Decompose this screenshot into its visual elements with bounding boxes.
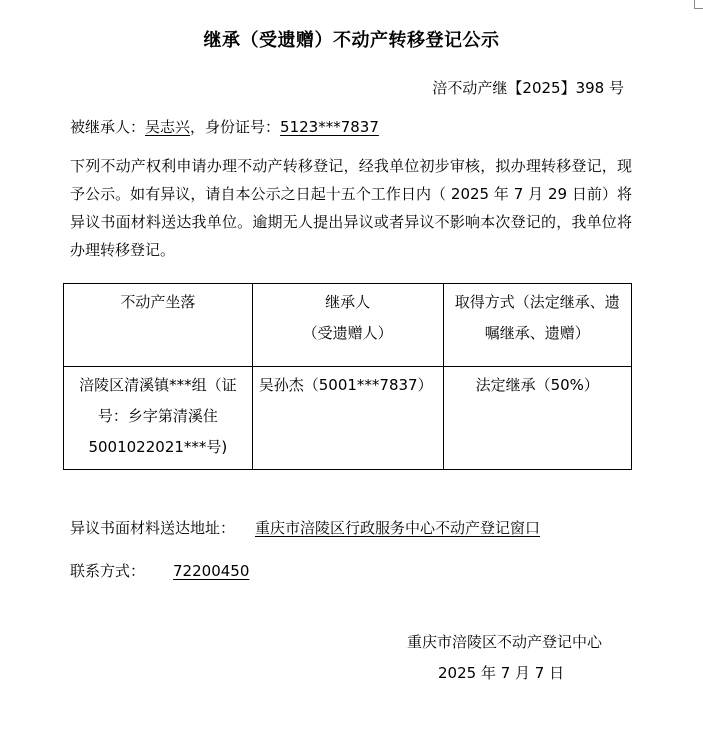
objection-address-value: 重庆市涪陵区行政服务中心不动产登记窗口 — [255, 519, 541, 537]
header-location: 不动产坐落 — [64, 284, 253, 367]
header-heir-cell — [252, 284, 443, 367]
page-corner-mark — [694, 0, 703, 9]
objection-address-line — [70, 517, 540, 538]
notice-title: 继承（受遗赠）不动产转移登记公示 — [203, 30, 500, 51]
header-heir-sub: （受遗赠人） — [302, 324, 393, 342]
signature-date: 2025 年 7 月 7 日 — [438, 664, 565, 682]
table-row — [64, 367, 632, 470]
decedent-name: 吴志兴 — [145, 118, 191, 136]
property-table — [63, 283, 632, 470]
decedent-id-number: 5123***7837 — [280, 118, 379, 136]
decedent-id-label: ，身份证号： — [190, 118, 281, 136]
signature-organization: 重庆市涪陵区不动产登记中心 — [407, 633, 603, 651]
notice-paragraph: 下列不动产权利申请办理不动产转移登记，经我单位初步审核，拟办理转移登记，现予公示。如有异议，请自本公示之日起十五个工作日内（ 2025 年 7 月 29 日前）将异议书面材料送达我单位。逾期无人提出异议或者异议不影响本次登记的，我单位将办理转移登记。 — [70, 157, 632, 259]
decedent-line — [70, 116, 379, 137]
cell-heir: 吴孙杰（5001***7837） — [252, 367, 443, 470]
contact-line — [70, 560, 249, 581]
cell-location: 涪陵区清溪镇***组（证号：乡字第清溪住5001022021***号) — [64, 367, 253, 470]
header-heir: 继承人 — [325, 293, 371, 311]
document-number: 涪不动产继【2025】398 号 — [432, 79, 624, 97]
table-header-row — [64, 284, 632, 367]
contact-phone: 72200450 — [173, 562, 250, 580]
notice-body — [70, 152, 632, 264]
decedent-label: 被继承人： — [70, 118, 146, 136]
cell-method: 法定继承（50%） — [443, 367, 632, 470]
header-method: 取得方式（法定继承、遗嘱继承、遗赠） — [443, 284, 632, 367]
objection-address-label: 异议书面材料送达地址： — [70, 519, 236, 537]
contact-label: 联系方式： — [70, 562, 146, 580]
